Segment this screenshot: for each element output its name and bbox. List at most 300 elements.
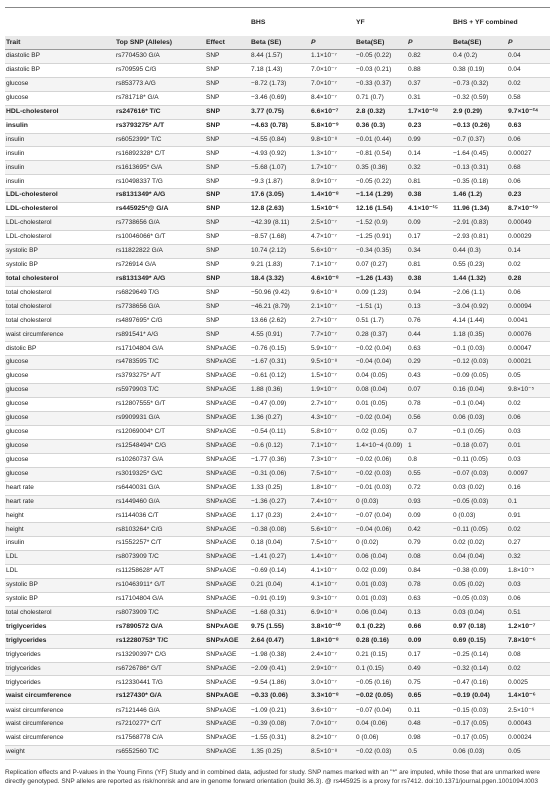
cell-combined-beta: 0.03 (0.04) bbox=[452, 606, 507, 620]
cell-bhs-p: 7.0×10⁻⁷ bbox=[310, 718, 355, 732]
cell-effect: SNPxAGE bbox=[205, 565, 250, 579]
cell-combined-beta: −0.32 (0.14) bbox=[452, 662, 507, 676]
cell-top-snp: rs7890572 G/A bbox=[115, 620, 205, 634]
cell-top-snp: rs16892328* C/T bbox=[115, 147, 205, 161]
cell-combined-p: 0.04 bbox=[507, 50, 550, 64]
cell-top-snp: rs11258628* A/T bbox=[115, 565, 205, 579]
cell-yf-beta: −1.52 (0.9) bbox=[355, 217, 407, 231]
cell-bhs-p: 4.1×10⁻⁷ bbox=[310, 565, 355, 579]
cell-trait: insulin bbox=[5, 147, 115, 161]
cell-top-snp: rs3019325* G/C bbox=[115, 467, 205, 481]
cell-top-snp: rs17104804 G/A bbox=[115, 342, 205, 356]
cell-bhs-beta: −0.38 (0.08) bbox=[250, 523, 310, 537]
cell-yf-beta: 0 (0.02) bbox=[355, 537, 407, 551]
cell-bhs-p: 7.5×10⁻⁷ bbox=[310, 537, 355, 551]
cell-yf-beta: −0.02 (0.05) bbox=[355, 690, 407, 704]
cell-yf-p: 0.31 bbox=[407, 91, 452, 105]
cell-yf-p: 0.09 bbox=[407, 217, 452, 231]
column-header-bhs-p: P bbox=[310, 36, 355, 50]
cell-top-snp: rs6052399* T/C bbox=[115, 133, 205, 147]
cell-bhs-beta: −50.96 (9.42) bbox=[250, 286, 310, 300]
cell-combined-beta: −0.19 (0.04) bbox=[452, 690, 507, 704]
cell-combined-beta: 0.05 (0.02) bbox=[452, 579, 507, 593]
cell-trait: LDL-cholesterol bbox=[5, 230, 115, 244]
cell-bhs-beta: −1.98 (0.38) bbox=[250, 648, 310, 662]
table-row bbox=[5, 217, 550, 231]
cell-yf-p: 0.07 bbox=[407, 384, 452, 398]
group-header-yf: YF bbox=[356, 18, 365, 26]
cell-combined-beta: −3.04 (0.92) bbox=[452, 300, 507, 314]
cell-top-snp: rs8073909 T/C bbox=[115, 551, 205, 565]
cell-bhs-p: 3.8×10⁻¹⁰ bbox=[310, 620, 355, 634]
cell-trait: waist circumference bbox=[5, 328, 115, 342]
cell-trait: LDL bbox=[5, 551, 115, 565]
cell-combined-beta: 0.44 (0.3) bbox=[452, 244, 507, 258]
cell-yf-beta: 0.28 (0.16) bbox=[355, 634, 407, 648]
cell-yf-p: 1 bbox=[407, 439, 452, 453]
cell-trait: glucose bbox=[5, 370, 115, 384]
cell-yf-beta: −0.33 (0.37) bbox=[355, 77, 407, 91]
cell-yf-beta: 1.4×10−4 (0.09) bbox=[355, 439, 407, 453]
table-row bbox=[5, 133, 550, 147]
cell-effect: SNPxAGE bbox=[205, 690, 250, 704]
cell-combined-p: 0.06 bbox=[507, 133, 550, 147]
cell-combined-p: 0.91 bbox=[507, 509, 550, 523]
table-footnote bbox=[5, 768, 550, 787]
cell-yf-p: 1.7×10⁻¹⁸ bbox=[407, 105, 452, 119]
table-row bbox=[5, 523, 550, 537]
cell-effect: SNPxAGE bbox=[205, 620, 250, 634]
cell-yf-p: 0.78 bbox=[407, 398, 452, 412]
cell-trait: total cholesterol bbox=[5, 606, 115, 620]
cell-combined-beta: 0 (0.03) bbox=[452, 509, 507, 523]
cell-top-snp: rs10260737 G/A bbox=[115, 453, 205, 467]
cell-trait: insulin bbox=[5, 537, 115, 551]
cell-combined-beta: −0.05 (0.03) bbox=[452, 592, 507, 606]
cell-combined-beta: −0.25 (0.14) bbox=[452, 648, 507, 662]
cell-bhs-p: 8.9×10⁻⁷ bbox=[310, 175, 355, 189]
table-row bbox=[5, 244, 550, 258]
cell-combined-beta: −0.15 (0.03) bbox=[452, 704, 507, 718]
cell-combined-beta: −0.32 (0.59) bbox=[452, 91, 507, 105]
cell-top-snp: rs8073909 T/C bbox=[115, 606, 205, 620]
cell-bhs-beta: −0.69 (0.14) bbox=[250, 565, 310, 579]
cell-top-snp: rs12548494* C/G bbox=[115, 439, 205, 453]
cell-trait: triglycerides bbox=[5, 676, 115, 690]
cell-top-snp: rs12330441 T/G bbox=[115, 676, 205, 690]
cell-effect: SNPxAGE bbox=[205, 662, 250, 676]
cell-combined-p: 9.7×10⁻²⁴ bbox=[507, 105, 550, 119]
cell-top-snp: rs10498337 T/G bbox=[115, 175, 205, 189]
cell-yf-beta: 0.06 (0.04) bbox=[355, 606, 407, 620]
cell-top-snp: rs7704530 G/A bbox=[115, 50, 205, 64]
cell-trait: insulin bbox=[5, 175, 115, 189]
cell-bhs-p: 7.7×10⁻⁷ bbox=[310, 328, 355, 342]
group-header-blank bbox=[5, 8, 115, 37]
cell-combined-p: 0.06 bbox=[507, 286, 550, 300]
cell-trait: insulin bbox=[5, 161, 115, 175]
cell-combined-beta: −0.18 (0.07) bbox=[452, 439, 507, 453]
cell-bhs-p: 8.5×10⁻⁸ bbox=[310, 746, 355, 760]
table-row bbox=[5, 495, 550, 509]
cell-combined-p: 0.00076 bbox=[507, 328, 550, 342]
table-row bbox=[5, 50, 550, 64]
cell-combined-beta: −0.17 (0.05) bbox=[452, 732, 507, 746]
cell-bhs-p: 7.0×10⁻⁷ bbox=[310, 63, 355, 77]
cell-bhs-p: 3.0×10⁻⁷ bbox=[310, 676, 355, 690]
cell-bhs-beta: −42.39 (8.11) bbox=[250, 217, 310, 231]
cell-combined-p: 0.28 bbox=[507, 272, 550, 286]
cell-bhs-p: 4.1×10⁻⁷ bbox=[310, 579, 355, 593]
cell-trait: glucose bbox=[5, 398, 115, 412]
cell-combined-beta: 0.06 (0.03) bbox=[452, 411, 507, 425]
cell-yf-beta: −0.01 (0.03) bbox=[355, 481, 407, 495]
cell-yf-p: 0.94 bbox=[407, 286, 452, 300]
cell-effect: SNP bbox=[205, 161, 250, 175]
cell-trait: triglycerides bbox=[5, 634, 115, 648]
cell-trait: waist circumference bbox=[5, 690, 115, 704]
cell-combined-p: 0.02 bbox=[507, 77, 550, 91]
cell-combined-beta: −0.35 (0.18) bbox=[452, 175, 507, 189]
table-row bbox=[5, 63, 550, 77]
footnote-text: Replication effects and P-values in the Young Finns (YF) Study and in combined data, adjusted for study. SNP names marked with an "*" are imputed, while those that are unmarked were directly genotyped. SNP alleles are reported as risk/nonrisk and are in genome forward orientation (build 36.3). @ rs445925 is a proxy for rs7412. bbox=[5, 769, 541, 786]
cell-combined-beta: −0.13 (0.31) bbox=[452, 161, 507, 175]
cell-bhs-p: 6.9×10⁻⁸ bbox=[310, 606, 355, 620]
cell-yf-p: 0.75 bbox=[407, 676, 452, 690]
cell-yf-p: 0.98 bbox=[407, 732, 452, 746]
cell-yf-p: 0.81 bbox=[407, 258, 452, 272]
cell-combined-beta: −2.06 (1.1) bbox=[452, 286, 507, 300]
table-row bbox=[5, 147, 550, 161]
cell-bhs-beta: 8.44 (1.57) bbox=[250, 50, 310, 64]
cell-trait: heart rate bbox=[5, 481, 115, 495]
cell-yf-beta: −1.14 (1.29) bbox=[355, 189, 407, 203]
table-row bbox=[5, 732, 550, 746]
cell-combined-p: 0.63 bbox=[507, 119, 550, 133]
cell-top-snp: rs891541* A/G bbox=[115, 328, 205, 342]
table-row bbox=[5, 690, 550, 704]
cell-yf-p: 0.65 bbox=[407, 690, 452, 704]
cell-trait: total cholesterol bbox=[5, 314, 115, 328]
cell-combined-p: 0.06 bbox=[507, 175, 550, 189]
cell-yf-beta: −0.05 (0.22) bbox=[355, 175, 407, 189]
cell-top-snp: rs6440031 G/A bbox=[115, 481, 205, 495]
cell-yf-beta: 0.01 (0.03) bbox=[355, 592, 407, 606]
cell-bhs-beta: −1.36 (0.27) bbox=[250, 495, 310, 509]
cell-effect: SNPxAGE bbox=[205, 356, 250, 370]
cell-bhs-p: 1.8×10⁻⁷ bbox=[310, 481, 355, 495]
column-header-top-snp: Top SNP (Alleles) bbox=[115, 36, 205, 50]
cell-yf-p: 0.38 bbox=[407, 272, 452, 286]
cell-yf-beta: 0.07 (0.27) bbox=[355, 258, 407, 272]
cell-bhs-beta: −8.57 (1.68) bbox=[250, 230, 310, 244]
cell-combined-p: 0.00027 bbox=[507, 147, 550, 161]
cell-bhs-beta: 10.74 (2.12) bbox=[250, 244, 310, 258]
cell-top-snp: rs4897695* C/G bbox=[115, 314, 205, 328]
cell-yf-p: 0.11 bbox=[407, 704, 452, 718]
cell-trait: insulin bbox=[5, 119, 115, 133]
cell-effect: SNP bbox=[205, 286, 250, 300]
cell-effect: SNPxAGE bbox=[205, 481, 250, 495]
table-row bbox=[5, 453, 550, 467]
table-row bbox=[5, 439, 550, 453]
table-row bbox=[5, 342, 550, 356]
cell-yf-beta: 0.04 (0.06) bbox=[355, 718, 407, 732]
cell-combined-beta: −0.07 (0.03) bbox=[452, 467, 507, 481]
cell-bhs-beta: 1.35 (0.25) bbox=[250, 746, 310, 760]
cell-effect: SNP bbox=[205, 217, 250, 231]
cell-bhs-beta: 1.36 (0.27) bbox=[250, 411, 310, 425]
cell-combined-p: 7.8×10⁻⁶ bbox=[507, 634, 550, 648]
cell-bhs-beta: −1.41 (0.27) bbox=[250, 551, 310, 565]
cell-effect: SNP bbox=[205, 244, 250, 258]
table-row bbox=[5, 676, 550, 690]
cell-bhs-p: 1.9×10⁻⁷ bbox=[310, 384, 355, 398]
cell-combined-p: 0.06 bbox=[507, 592, 550, 606]
cell-bhs-p: 2.1×10⁻⁷ bbox=[310, 300, 355, 314]
cell-combined-p: 0.00024 bbox=[507, 732, 550, 746]
cell-trait: glucose bbox=[5, 77, 115, 91]
cell-top-snp: rs12280753* T/C bbox=[115, 634, 205, 648]
cell-yf-beta: 0.09 (1.23) bbox=[355, 286, 407, 300]
cell-top-snp: rs3793275* A/T bbox=[115, 119, 205, 133]
cell-combined-beta: 0.38 (0.19) bbox=[452, 63, 507, 77]
cell-yf-beta: −0.02 (0.04) bbox=[355, 411, 407, 425]
cell-bhs-beta: 7.18 (1.43) bbox=[250, 63, 310, 77]
cell-bhs-beta: −9.3 (1.87) bbox=[250, 175, 310, 189]
cell-effect: SNPxAGE bbox=[205, 592, 250, 606]
results-table bbox=[5, 7, 550, 760]
cell-yf-beta: −1.51 (1) bbox=[355, 300, 407, 314]
cell-effect: SNP bbox=[205, 77, 250, 91]
cell-top-snp: rs8131349* A/G bbox=[115, 189, 205, 203]
cell-effect: SNP bbox=[205, 272, 250, 286]
cell-trait: glucose bbox=[5, 467, 115, 481]
cell-combined-p: 0.58 bbox=[507, 91, 550, 105]
cell-yf-beta: −0.01 (0.44) bbox=[355, 133, 407, 147]
cell-trait: heart rate bbox=[5, 495, 115, 509]
cell-effect: SNPxAGE bbox=[205, 425, 250, 439]
cell-bhs-p: 1.4×10⁻⁸ bbox=[310, 189, 355, 203]
cell-bhs-p: 4.6×10⁻⁸ bbox=[310, 272, 355, 286]
column-header-combined-p: P bbox=[507, 36, 550, 50]
table-row bbox=[5, 356, 550, 370]
cell-yf-beta: −1.26 (1.43) bbox=[355, 272, 407, 286]
table-row bbox=[5, 565, 550, 579]
cell-bhs-p: 5.6×10⁻⁷ bbox=[310, 244, 355, 258]
cell-bhs-p: 5.8×10⁻⁹ bbox=[310, 119, 355, 133]
cell-effect: SNPxAGE bbox=[205, 606, 250, 620]
cell-yf-beta: 0.21 (0.15) bbox=[355, 648, 407, 662]
table-row bbox=[5, 105, 550, 119]
table-row bbox=[5, 620, 550, 634]
cell-effect: SNPxAGE bbox=[205, 495, 250, 509]
cell-yf-p: 0.32 bbox=[407, 161, 452, 175]
column-header-yf-beta: Beta(SE) bbox=[355, 36, 407, 50]
cell-bhs-p: 7.3×10⁻⁷ bbox=[310, 453, 355, 467]
cell-yf-beta: 0.71 (0.7) bbox=[355, 91, 407, 105]
cell-trait: systolic BP bbox=[5, 579, 115, 593]
cell-bhs-p: 8.2×10⁻⁷ bbox=[310, 732, 355, 746]
cell-trait: glucose bbox=[5, 411, 115, 425]
cell-bhs-p: 2.4×10⁻⁷ bbox=[310, 509, 355, 523]
cell-effect: SNP bbox=[205, 300, 250, 314]
cell-combined-p: 9.8×10⁻⁵ bbox=[507, 384, 550, 398]
cell-yf-beta: 0 (0.06) bbox=[355, 732, 407, 746]
cell-bhs-p: 2.7×10⁻⁷ bbox=[310, 314, 355, 328]
table-row bbox=[5, 467, 550, 481]
cell-yf-beta: −0.02 (0.04) bbox=[355, 342, 407, 356]
cell-combined-p: 0.08 bbox=[507, 648, 550, 662]
cell-bhs-beta: −1.67 (0.31) bbox=[250, 356, 310, 370]
table-row bbox=[5, 189, 550, 203]
table-row bbox=[5, 606, 550, 620]
cell-yf-beta: 0.36 (0.3) bbox=[355, 119, 407, 133]
cell-yf-p: 0.14 bbox=[407, 147, 452, 161]
cell-bhs-beta: −2.09 (0.41) bbox=[250, 662, 310, 676]
cell-top-snp: rs127430* G/A bbox=[115, 690, 205, 704]
cell-effect: SNPxAGE bbox=[205, 467, 250, 481]
cell-effect: SNP bbox=[205, 203, 250, 217]
table-body bbox=[5, 50, 550, 760]
cell-trait: glucose bbox=[5, 439, 115, 453]
cell-top-snp: rs7738656 G/A bbox=[115, 217, 205, 231]
cell-yf-beta: 0.51 (1.7) bbox=[355, 314, 407, 328]
cell-bhs-beta: 2.64 (0.47) bbox=[250, 634, 310, 648]
cell-bhs-p: 3.3×10⁻⁸ bbox=[310, 690, 355, 704]
table-row bbox=[5, 161, 550, 175]
table-row bbox=[5, 328, 550, 342]
cell-combined-beta: 0.06 (0.03) bbox=[452, 746, 507, 760]
cell-combined-beta: 0.4 (0.2) bbox=[452, 50, 507, 64]
table-row bbox=[5, 175, 550, 189]
cell-effect: SNPxAGE bbox=[205, 398, 250, 412]
cell-bhs-beta: 17.6 (3.05) bbox=[250, 189, 310, 203]
cell-bhs-p: 1.1×10⁻⁷ bbox=[310, 50, 355, 64]
cell-combined-p: 0.02 bbox=[507, 258, 550, 272]
cell-bhs-p: 7.0×10⁻⁷ bbox=[310, 77, 355, 91]
cell-yf-p: 0.38 bbox=[407, 189, 452, 203]
cell-trait: height bbox=[5, 509, 115, 523]
cell-effect: SNPxAGE bbox=[205, 579, 250, 593]
cell-effect: SNPxAGE bbox=[205, 453, 250, 467]
cell-combined-p: 0.03 bbox=[507, 453, 550, 467]
cell-yf-beta: 0.01 (0.03) bbox=[355, 579, 407, 593]
cell-combined-beta: −0.7 (0.37) bbox=[452, 133, 507, 147]
cell-combined-p: 0.03 bbox=[507, 579, 550, 593]
table-row bbox=[5, 384, 550, 398]
cell-top-snp: rs4783595 T/C bbox=[115, 356, 205, 370]
cell-trait: triglycerides bbox=[5, 620, 115, 634]
cell-yf-beta: −0.03 (0.21) bbox=[355, 63, 407, 77]
cell-effect: SNP bbox=[205, 119, 250, 133]
cell-combined-beta: −0.38 (0.09) bbox=[452, 565, 507, 579]
group-header-blank bbox=[115, 8, 205, 37]
cell-bhs-beta: −1.68 (0.31) bbox=[250, 606, 310, 620]
cell-bhs-beta: 0.18 (0.04) bbox=[250, 537, 310, 551]
cell-yf-p: 0.34 bbox=[407, 244, 452, 258]
cell-effect: SNPxAGE bbox=[205, 370, 250, 384]
cell-combined-beta: 0.03 (0.02) bbox=[452, 481, 507, 495]
cell-bhs-p: 1.7×10⁻⁷ bbox=[310, 161, 355, 175]
cell-combined-p: 0.02 bbox=[507, 662, 550, 676]
cell-bhs-beta: −3.46 (0.69) bbox=[250, 91, 310, 105]
cell-yf-p: 0.17 bbox=[407, 648, 452, 662]
cell-combined-p: 0.23 bbox=[507, 189, 550, 203]
cell-trait: triglycerides bbox=[5, 648, 115, 662]
cell-effect: SNP bbox=[205, 175, 250, 189]
cell-combined-p: 0.02 bbox=[507, 398, 550, 412]
cell-bhs-p: 5.9×10⁻⁷ bbox=[310, 342, 355, 356]
table-row bbox=[5, 300, 550, 314]
cell-trait: LDL-cholesterol bbox=[5, 217, 115, 231]
cell-bhs-beta: −0.31 (0.06) bbox=[250, 467, 310, 481]
cell-effect: SNPxAGE bbox=[205, 509, 250, 523]
cell-yf-beta: 0 (0.03) bbox=[355, 495, 407, 509]
cell-yf-p: 0.09 bbox=[407, 634, 452, 648]
cell-bhs-beta: −5.68 (1.07) bbox=[250, 161, 310, 175]
cell-combined-p: 0.51 bbox=[507, 606, 550, 620]
cell-combined-beta: 1.44 (1.32) bbox=[452, 272, 507, 286]
cell-yf-beta: −0.02 (0.06) bbox=[355, 453, 407, 467]
group-header-blank bbox=[205, 8, 250, 37]
cell-top-snp: rs853773 A/G bbox=[115, 77, 205, 91]
cell-trait: distolic BP bbox=[5, 342, 115, 356]
cell-trait: LDL-cholesterol bbox=[5, 203, 115, 217]
cell-effect: SNPxAGE bbox=[205, 411, 250, 425]
cell-yf-beta: 12.16 (1.54) bbox=[355, 203, 407, 217]
cell-combined-p: 0.14 bbox=[507, 244, 550, 258]
table-row bbox=[5, 551, 550, 565]
cell-combined-p: 2.5×10⁻⁶ bbox=[507, 704, 550, 718]
footnote-doi: doi:10.1371/journal.pgen.1001094.t003 bbox=[424, 778, 538, 786]
cell-top-snp: rs8103264* C/G bbox=[115, 523, 205, 537]
cell-trait: height bbox=[5, 523, 115, 537]
cell-bhs-beta: −0.39 (0.08) bbox=[250, 718, 310, 732]
cell-combined-p: 0.0041 bbox=[507, 314, 550, 328]
cell-trait: triglycerides bbox=[5, 662, 115, 676]
cell-top-snp: rs7738656 G/A bbox=[115, 300, 205, 314]
cell-yf-p: 0.99 bbox=[407, 133, 452, 147]
cell-bhs-beta: 3.77 (0.75) bbox=[250, 105, 310, 119]
table-row bbox=[5, 481, 550, 495]
cell-top-snp: rs11822822 G/A bbox=[115, 244, 205, 258]
cell-yf-p: 0.82 bbox=[407, 50, 452, 64]
cell-yf-beta: −0.05 (0.16) bbox=[355, 676, 407, 690]
cell-top-snp: rs17104804 G/A bbox=[115, 592, 205, 606]
cell-effect: SNP bbox=[205, 105, 250, 119]
cell-trait: glucose bbox=[5, 91, 115, 105]
cell-effect: SNP bbox=[205, 314, 250, 328]
cell-combined-p: 0.00094 bbox=[507, 300, 550, 314]
table-row bbox=[5, 119, 550, 133]
cell-bhs-p: 6.6×10⁻⁷ bbox=[310, 105, 355, 119]
table-row bbox=[5, 258, 550, 272]
cell-combined-p: 0.27 bbox=[507, 537, 550, 551]
cell-combined-beta: −2.93 (0.81) bbox=[452, 230, 507, 244]
cell-bhs-p: 9.3×10⁻⁷ bbox=[310, 592, 355, 606]
cell-yf-beta: 0.02 (0.09) bbox=[355, 565, 407, 579]
cell-yf-p: 0.08 bbox=[407, 551, 452, 565]
cell-trait: HDL-cholesterol bbox=[5, 105, 115, 119]
cell-top-snp: rs1144036 C/T bbox=[115, 509, 205, 523]
cell-bhs-p: 1.3×10⁻⁷ bbox=[310, 147, 355, 161]
table-row bbox=[5, 91, 550, 105]
cell-yf-beta: 2.8 (0.32) bbox=[355, 105, 407, 119]
cell-yf-beta: 0.08 (0.04) bbox=[355, 384, 407, 398]
column-header-combined-beta: Beta(SE) bbox=[452, 36, 507, 50]
cell-yf-p: 0.29 bbox=[407, 356, 452, 370]
